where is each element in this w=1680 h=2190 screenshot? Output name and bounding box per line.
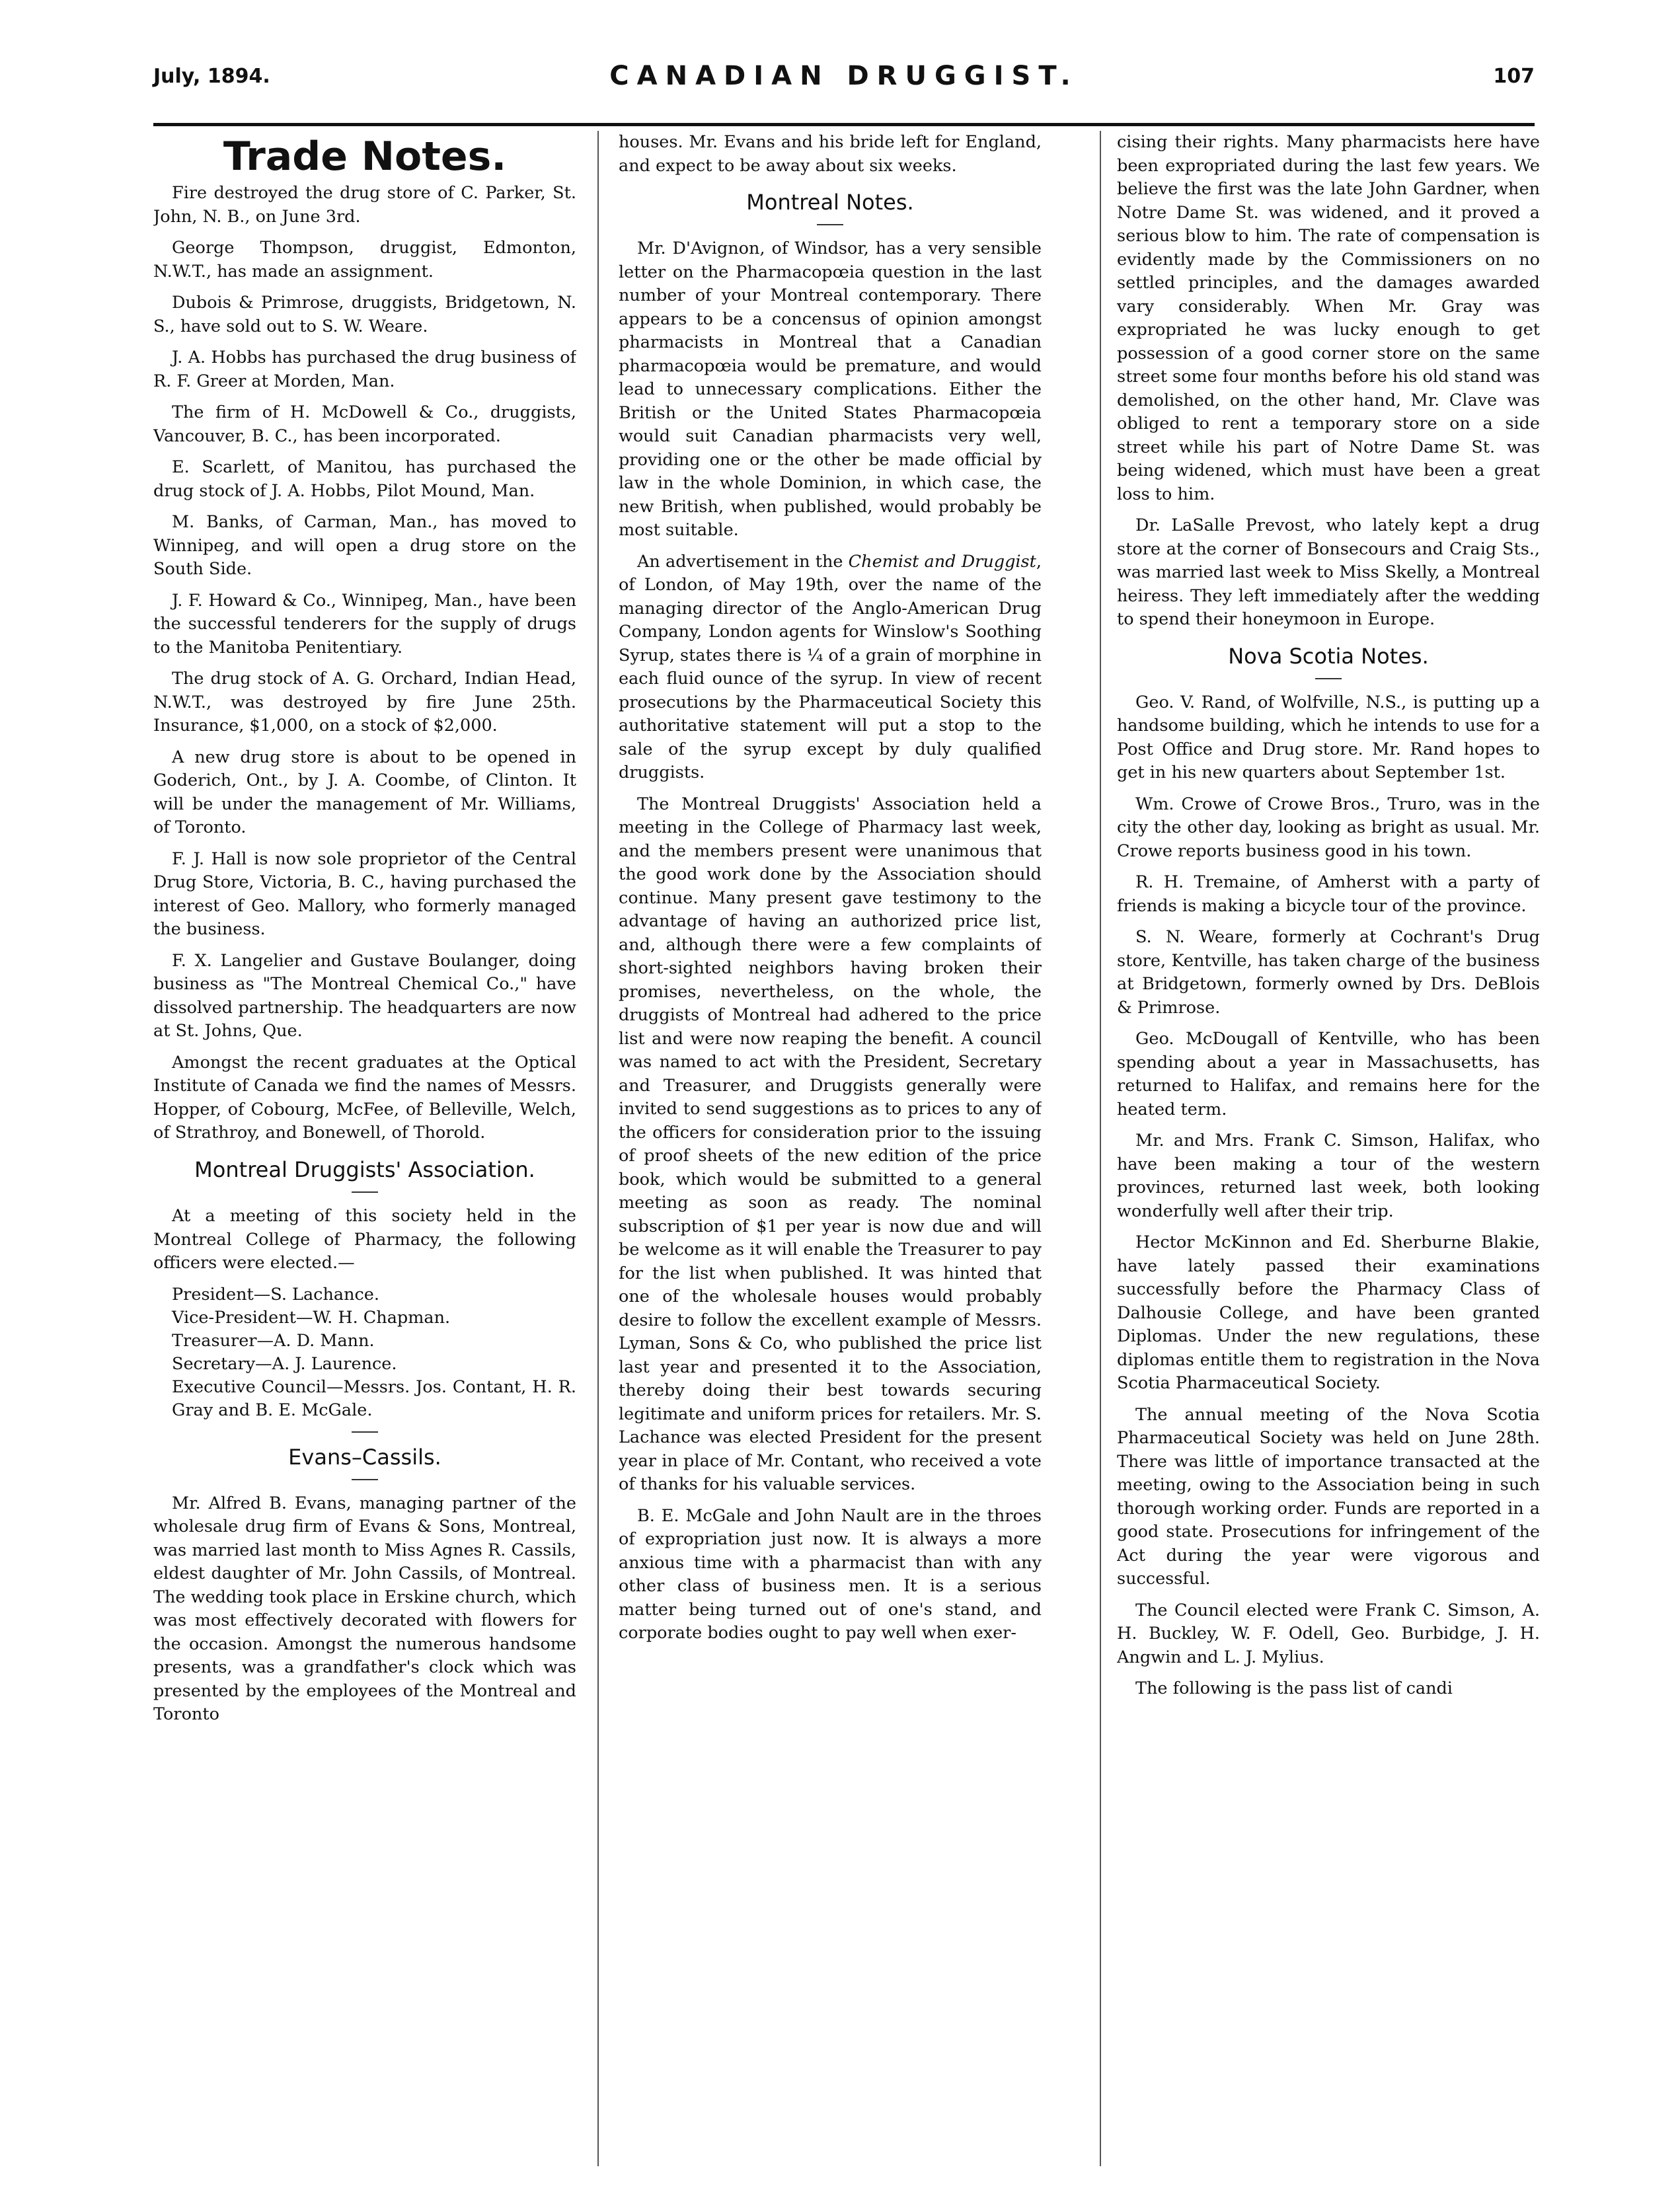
nova-scotia-note: Geo. V. Rand, of Wolfville, N.S., is putting up a handsome building, which he intends to use for a Post Office and Drug store. Mr. Rand hopes to get in his new quarters about September 1st. [1117,692,1540,783]
trade-note: F. X. Langelier and Gustave Boulanger, doing business as "The Montreal Chemical Co.," have dissolved partnership. The headquarters are now at St. Johns, Que. [153,950,576,1041]
nova-scotia-note: Mr. and Mrs. Frank C. Simson, Halifax, who have been making a tour of the western provinces, returned last week, both looking wonderfully well after their trip. [1117,1131,1540,1221]
page-number: 107 [1493,65,1535,88]
evans-cassils-heading: Evans–Cassils. [288,1444,441,1470]
publication-title: Chemist and Druggist [848,551,1036,572]
mda-intro: At a meeting of this society held in the Montreal College of Pharmacy, the following officers were elected.— [153,1206,576,1273]
trade-note: Dubois & Primrose, druggists, Bridgetown, N. S., have sold out to S. W. Weare. [153,293,576,336]
trade-notes-list [153,182,576,1145]
trade-note: E. Scarlett, of Manitou, has purchased the drug stock of J. A. Hobbs, Pilot Mound, Man. [153,457,576,501]
officer-list [153,1283,576,1422]
section-rule [1315,678,1342,679]
officer-entry: Treasurer—A. D. Mann. [172,1330,375,1351]
trade-note: J. F. Howard & Co., Winnipeg, Man., have been the successful tenderers for the supply of drugs to the Manitoba Penitentiary. [153,590,576,658]
nova-scotia-notes-heading: Nova Scotia Notes. [1228,643,1429,669]
nova-scotia-note: The following is the pass list of candi [1135,1679,1453,1699]
column-divider [597,131,599,2166]
column-1 [153,131,576,2170]
nova-scotia-note: Wm. Crowe of Crowe Bros., Truro, was in the city the other day, looking as bright as usual. Mr. Crowe reports business good in his town. [1117,794,1540,861]
officer-entry: President—S. Lachance. [172,1284,379,1304]
journal-title: CANADIAN DRUGGIST. [609,61,1079,91]
section-rule [352,1479,378,1480]
officer-entry: Secretary—A. J. Laurence. [172,1353,397,1374]
header-rule [153,123,1535,126]
montreal-note [619,550,1042,785]
text-run: An advertisement in the [637,551,849,572]
montreal-note: Mr. D'Avignon, of Windsor, has a very sensible letter on the Pharmacopœia question in the last number of your Montreal contemporary. There appears to be a concensus of opinion amongst pharmacists in Montreal that a Canadian pharmacopœia would be premature, and would lead to unnecessary complications. Either the British or the United States Pharmacopœia would suit Canadian pharmacists very well, providing one or the other be made official by law in the whole Dominion, in which case, the new British, when published, would probably be most suitable. [619,239,1042,541]
montreal-notes-heading: Montreal Notes. [746,190,914,215]
section-rule [352,1431,378,1433]
trade-note: J. A. Hobbs has purchased the drug business of R. F. Greer at Morden, Man. [153,348,576,391]
section-rule [352,1191,378,1193]
trade-notes-heading: Trade Notes. [223,133,507,180]
nova-scotia-note: R. H. Tremaine, of Amherst with a party of friends is making a bicycle tour of the province. [1117,872,1540,916]
page-header [153,61,1535,100]
trade-note: A new drug store is about to be opened in Goderich, Ont., by J. A. Coombe, of Clinton. It will be under the management of Mr. Williams, of Toronto. [153,747,576,838]
column-2 [619,131,1042,2170]
column-3 [1117,131,1540,2170]
nova-scotia-note: Hector McKinnon and Ed. Sherburne Blakie, have lately passed their examinations successfully before the Pharmacy Class of Dalhousie College, and have been granted Diplomas. Under the new regulations, these diplomas entitle them to registration in the Nova Scotia Pharmaceutical Society. [1117,1232,1540,1394]
trade-note: M. Banks, of Carman, Man., has moved to Winnipeg, and will open a drug store on the South Side. [153,512,576,580]
nova-scotia-note: S. N. Weare, formerly at Cochrant's Drug store, Kentville, has taken charge of the business at Bridgetown, formerly owned by Drs. DeBlois & Primrose. [1117,927,1540,1018]
trade-note: George Thompson, druggist, Edmonton, N.W.T., has made an assignment. [153,238,576,282]
nova-scotia-note: The Council elected were Frank C. Simson, A. H. Buckley, W. F. Odell, Geo. Burbidge, J. H. Angwin and L. J. Mylius. [1117,1600,1540,1667]
officer-entry: Vice-President—W. H. Chapman. [172,1307,451,1328]
trade-note: The drug stock of A. G. Orchard, Indian Head, N.W.T., was destroyed by fire June 25th. Insurance, $1,000, on a stock of $2,000. [153,669,576,736]
mda-heading: Montreal Druggists' Association. [194,1156,535,1182]
section-rule [817,224,843,225]
column-divider [1100,131,1101,2166]
text-run: , of London, of May 19th, over the name of the managing director of the Anglo-American Drug Company, London agents for Winslow's Soothing Syrup, states there is ¼ of a grain of morphine in each fluid ounce of the syrup. In view of recent prosecutions by the Pharmaceutical Society this authoritative statement will put a stop to the sale of the syrup except by duly qualified druggists. [619,551,1042,783]
montreal-note: The Montreal Druggists' Association held a meeting in the College of Pharmacy last week, and the members present were unanimous that the good work done by the Association should continue. Many present gave testimony to the advantage of having an authorized price list, and, although there were a few complaints of short-sighted neighbors having broken their promises, nevertheless, on the whole, the druggists of Montreal had adhered to the price list and were now reaping the benefit. A council was named to act with the President, Secretary and Treasurer, and Druggists generally were invited to send suggestions as to prices to any of the officers for consideration prior to the issuing of proof sheets of the new edition of the price book, which would be submitted to a general meeting as soon as ready. The nominal subscription of $1 per year is now due and will be welcome as it will enable the Treasurer to pay for the list when published. It was hinted that one of the wholesale houses would probably desire to follow the excellent example of Messrs. Lyman, Sons & Co, who published the price list last year and presented it to the Association, thereby doing their best towards securing legitimate and uniform prices for retailers. Mr. S. Lachance was elected President for the present year in place of Mr. Contant, who received a vote of thanks for his valuable services. [619,794,1042,1495]
evans-cassils-continued: houses. Mr. Evans and his bride left for England, and expect to be away about six weeks. [619,132,1042,176]
nova-scotia-note: The annual meeting of the Nova Scotia Pharmaceutical Society was held on June 28th. There was little of importance transacted at the meeting, owing to the Association being in such thorough working order. Funds are reported in a good state. Prosecutions for infringement of the Act during the year were vigorous and successful. [1117,1404,1540,1589]
trade-note: Fire destroyed the drug store of C. Parker, St. John, N. B., on June 3rd. [153,183,576,227]
evans-cassils-text: Mr. Alfred B. Evans, managing partner of the wholesale drug firm of Evans & Sons, Montreal, was married last month to Miss Agnes R. Cassils, eldest daughter of Mr. John Cassils, of Montreal. The wedding took place in Erskine church, which was most effectively decorated with flowers for the occasion. Amongst the numerous handsome presents, was a grandfather's clock which was presented by the employees of the Montreal and Toronto [153,1493,576,1725]
montreal-note-continued: cising their rights. Many pharmacists here have been expropriated during the last few years. We believe the first was the late John Gardner, when Notre Dame St. was widened, and it proved a serious blow to him. The rate of compensation is evidently made by the Commissioners on no settled principles, and the damages awarded vary considerably. When Mr. Gray was expropriated he was lucky enough to get possession of a good corner store on the same street some four months before his old stand was demolished, on the other hand, Mr. Clave was obliged to rent a temporary store on a side street while his part of Notre Dame St. was being widened, which must have been a great loss to him. [1117,132,1540,504]
montreal-note: B. E. McGale and John Nault are in the throes of expropriation just now. It is always a more anxious time with a pharmacist than with any other class of business men. It is a serious matter being turned out of one's stand, and corporate bodies ought to pay well when exer- [619,1505,1042,1643]
issue-date: July, 1894. [153,65,270,88]
nova-scotia-note: Geo. McDougall of Kentville, who has been spending about a year in Massachusetts, has returned to Halifax, and remains here for the heated term. [1117,1029,1540,1119]
executive-council: Executive Council—Messrs. Jos. Contant, H. R. Gray and B. E. McGale. [172,1377,576,1420]
trade-note: F. J. Hall is now sole proprietor of the Central Drug Store, Victoria, B. C., having purchased the interest of Geo. Mallory, who formerly managed the business. [153,849,576,940]
trade-note: Amongst the recent graduates at the Optical Institute of Canada we find the names of Messrs. Hopper, of Cobourg, McFee, of Belleville, Welch, of Strathroy, and Bonewell, of Thorold. [153,1052,576,1143]
trade-note: The firm of H. McDowell & Co., druggists, Vancouver, B. C., has been incorporated. [153,402,576,446]
montreal-note: Dr. LaSalle Prevost, who lately kept a drug store at the corner of Bonsecours and Craig Sts., was married last week to Miss Skelly, a Montreal heiress. They left immediately after the wedding to spend their honeymoon in Europe. [1117,515,1540,629]
